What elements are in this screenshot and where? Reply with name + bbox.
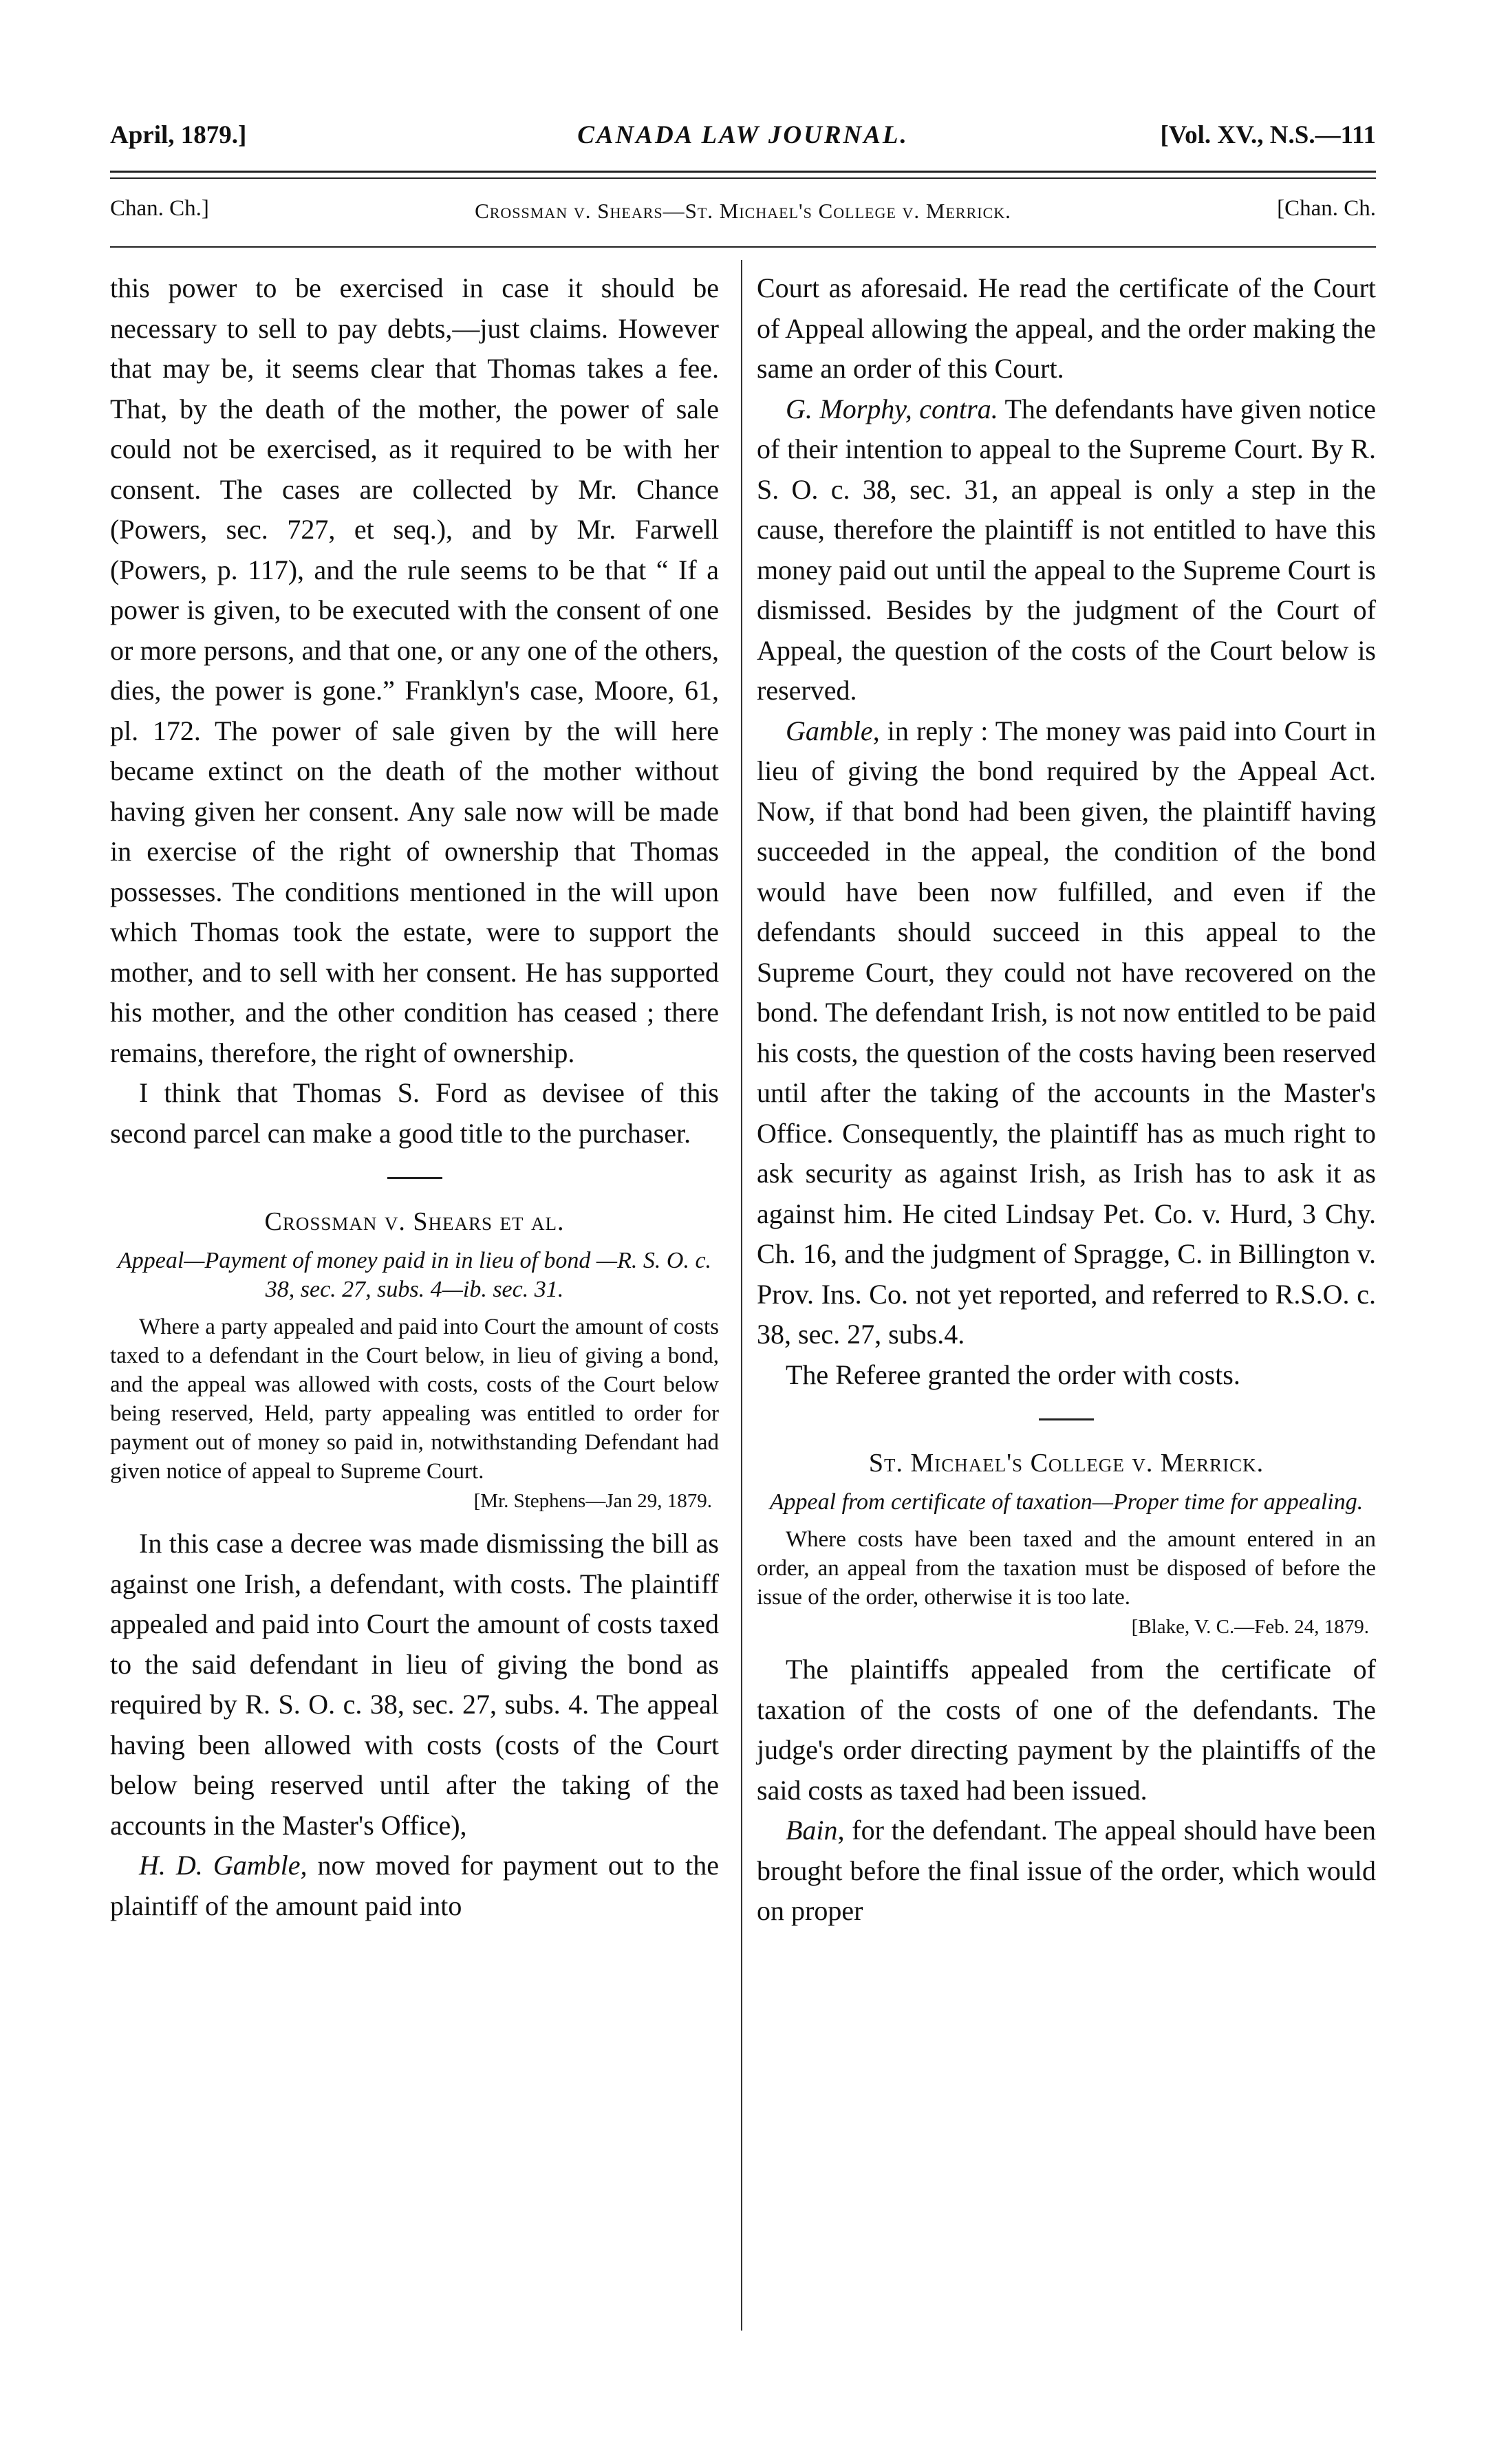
- volume-page: [Vol. XV., N.S.—111: [1160, 121, 1376, 149]
- counsel-name: G. Morphy, contra.: [786, 393, 998, 424]
- counsel-name: Gamble,: [786, 715, 880, 746]
- case-summary: Where costs have been taxed and the amount entered in an order, an appeal from the taxation must be disposed of before the issue of the order, otherwise it is too late.: [757, 1527, 1376, 1610]
- paragraph: I think that Thomas S. Ford as devisee of this second parcel can make a good title to the purchaser.: [110, 1077, 719, 1149]
- running-head-title: Crossman v. Shears—St. Michael's College v. Merrick.: [475, 199, 1011, 223]
- paragraph: Court as aforesaid. He read the certificate of the Court of Appeal allowing the appeal, and the order making the same an order of this Court.: [757, 272, 1376, 384]
- page-header: [110, 120, 1376, 162]
- paragraph-text: now moved for payment out to the plaintiff of the amount paid into: [110, 1850, 719, 1921]
- counsel-name: Bain,: [786, 1815, 845, 1846]
- paragraph: [110, 1846, 719, 1926]
- case-title: Crossman v. Shears et al.: [264, 1207, 565, 1236]
- header-rule-top: [110, 171, 1376, 173]
- section-separator: [387, 1177, 442, 1179]
- case-citation: [Blake, V. C.—Feb. 24, 1879.: [1131, 1616, 1369, 1638]
- section-separator: [1039, 1418, 1094, 1420]
- header-date: April, 1879.]: [110, 121, 247, 149]
- paragraph: this power to be exercised in case it should be necessary to sell to pay debts,—just claims. However that may be, it seems clear that Thomas takes a fee. That, by the death of the mother, the power of sale could not be exercised, as it required to be with her consent. The cases are collected by Mr. Chance (Powers, sec. 727, et seq.), and by Mr. Farwell (Powers, p. 117), and the rule seems to be that “ If a power is given, to be executed with the consent of one or more persons, and that one, or any one of the others, dies, the power is gone.” Franklyn's case, Moore, 61, pl. 172. The power of sale given by the will here became extinct on the death of the mother without having given her consent. Any sale now will be made in exercise of the right of ownership that Thomas possesses. The conditions mentioned in the will upon which Thomas took the estate, were to support the mother, and to sell with her consent. He has supported his mother, and the other condition has ceased ; there remains, therefore, the right of ownership.: [110, 272, 719, 1068]
- counsel-name: H. D. Gamble,: [139, 1850, 308, 1881]
- column-divider: [741, 260, 742, 2331]
- paragraph-text: in reply : The money was paid into Court in lieu of giving the bond required by the Appeal Act. Now, if that bond had been given, the plaintiff having succeeded in the appeal, the condition of the bond would have been now fulfilled, and even if the defendants should succeed in this appeal to the Supreme Court, they could not have recovered on the bond. The defendant Irish, is not now entitled to be paid his costs, the question of the costs having been reserved until after the taking of the accounts in the Master's Office. Consequently, the plaintiff has as much right to ask security as against Irish, as Irish has to ask it as against him. He cited Lindsay Pet. Co. v. Hurd, 3 Chy. Ch. 16, and the judgment of Spragge, C. in Billington v. Prov. Ins. Co. not yet reported, and referred to R.S.O. c. 38, sec. 27, subs.4.: [757, 715, 1376, 1350]
- case-title: St. Michael's College v. Merrick.: [868, 1449, 1264, 1478]
- left-column: [110, 268, 719, 1926]
- paragraph-text: for the defendant. The appeal should have been brought before the final issue of the order, which would on proper: [757, 1815, 1376, 1926]
- paragraph: [757, 711, 1376, 1355]
- running-head-rule: [110, 246, 1376, 248]
- paragraph: [757, 1811, 1376, 1932]
- running-head: [110, 196, 1376, 230]
- paragraph-text: The defendants have given notice of their intention to appeal to the Supreme Court. By R. S. O. c. 38, sec. 31, an appeal is only a step in the cause, therefore the plaintiff is not entitled to have this money paid out until the appeal to the Supreme Court is dismissed. Besides by the judgment of the Court of Appeal, the question of the costs of the Court below is reserved.: [757, 393, 1376, 706]
- right-column: [757, 268, 1376, 1932]
- header-rule-bottom: [110, 177, 1376, 179]
- case-headnote: Appeal from certificate of taxation—Proper time for appealing.: [769, 1489, 1364, 1515]
- case-citation: [Mr. Stephens—Jan 29, 1879.: [473, 1490, 712, 1512]
- paragraph: In this case a decree was made dismissing the bill as against one Irish, a defendant, with costs. The plaintiff appealed and paid into Court the amount of costs taxed to the said defendant in lieu of giving the bond as required by R. S. O. c. 38, sec. 27, subs. 4. The appeal having been allowed with costs (costs of the Court below being reserved until after the taking of the accounts in the Master's Office),: [110, 1528, 719, 1841]
- running-head-left: Chan. Ch.]: [110, 196, 209, 221]
- paragraph: The Referee granted the order with costs.: [786, 1359, 1240, 1390]
- paragraph: The plaintiffs appealed from the certificate of taxation of the costs of one of the defendants. The judge's order directing payment by the plaintiffs of the said costs as taxed had been issued.: [757, 1654, 1376, 1806]
- case-summary: Where a party appealed and paid into Court the amount of costs taxed to a defendant in the Court below, in lieu of giving a bond, and the appeal was allowed with costs, costs of the Court below being reserved, Held, party appealing was entitled to order for payment out of money so paid in, notwithstanding Defendant had given notice of appeal to Supreme Court.: [110, 1315, 719, 1484]
- journal-title: CANADA LAW JOURNAL.: [577, 121, 909, 149]
- paragraph: [757, 389, 1376, 711]
- running-head-right: [Chan. Ch.: [1277, 196, 1376, 221]
- case-headnote: Appeal—Payment of money paid in in lieu of bond —R. S. O. c. 38, sec. 27, subs. 4—ib. sec. 31.: [117, 1248, 712, 1302]
